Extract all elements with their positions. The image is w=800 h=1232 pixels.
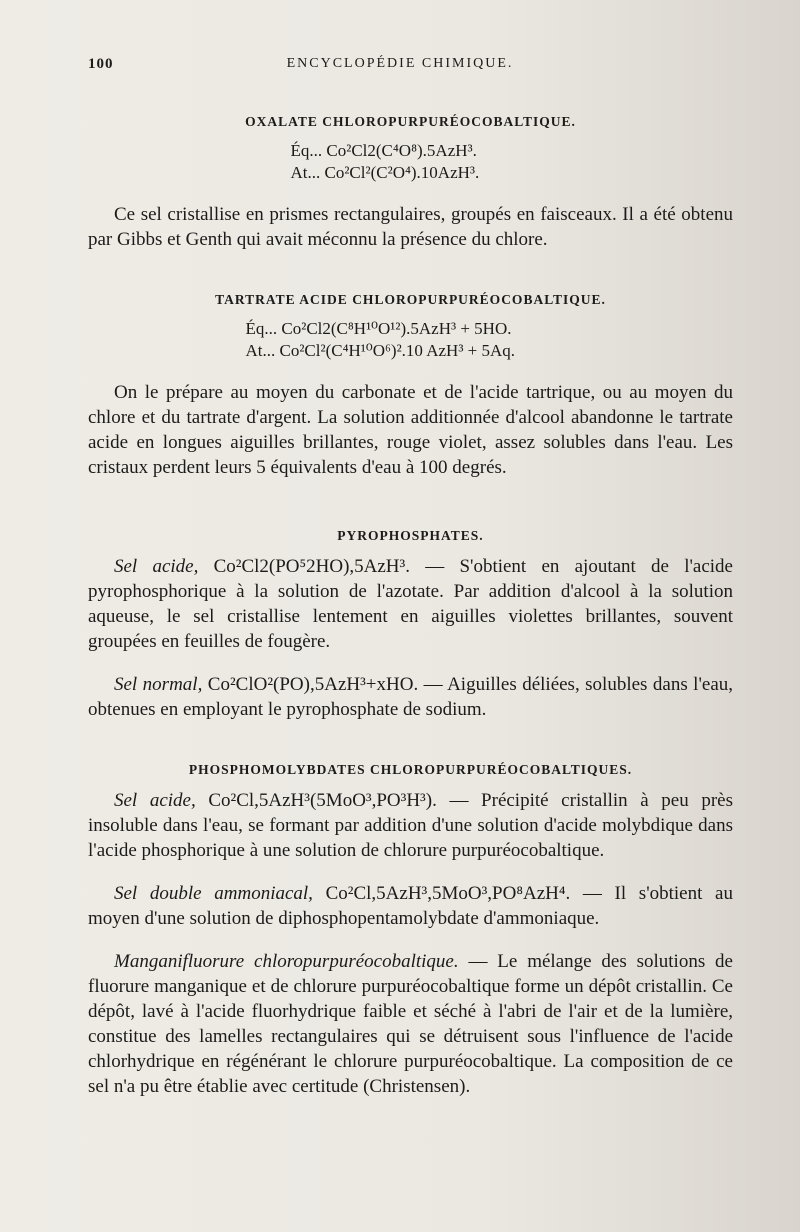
paragraph — [88, 788, 733, 863]
entry-text: Co²Cl,5AzH³,5MoO³,PO⁸AzH⁴. — Il s'obtient au moyen d'une solution de diphosphopentamolybdate d'ammoniaque. — [88, 883, 733, 929]
entry-text: — Le mélange des solutions de fluorure manganique et de chlorure purpuréocobaltique forme un dépôt cristallin. Ce dépôt, lavé à l'acide fluorhydrique faible et séché à l'abri de l'air et de la lumière, constitue des lamelles rectangulaires qui se détruisent sous l'influence de l'acide chlorhydrique en régénérant le chlorure purpuréocobaltique. La composition de ce sel n'a pu être établie avec certitude (Christensen). — [88, 951, 733, 1097]
paragraph — [88, 554, 733, 654]
entry-text: Co²ClO²(PO),5AzH³+xHO. — Aiguilles déliées, solubles dans l'eau, obtenues en employant le pyrophosphate de sodium. — [88, 674, 734, 720]
section-heading-oxalate: OXALATE CHLOROPURPURÉOCOBALTIQUE. — [245, 114, 576, 129]
paragraph: On le prépare au moyen du carbonate et de l'acide tartrique, ou au moyen du chlore et du tartrate d'argent. La solution additionnée d'alcool abandonne le tartrate acide en longues aiguilles brillantes, rouge violet, assez solubles dans l'eau. Les cristaux perdent leurs 5 équivalents d'eau à 100 degrés. — [88, 382, 733, 478]
entry-text: Co²Cl2(PO⁵2HO),5AzH³. — S'obtient en ajoutant de l'acide pyrophosphorique à la solution de l'azotate. Par addition d'alcool à la solution aqueuse, le sel cristallise lentement en aiguilles violettes brillantes, souvent groupées en feuilles de fougère. — [88, 556, 733, 652]
entry-lead: Sel acide, — [114, 556, 199, 577]
section-heading-pyrophosphates: PYROPHOSPHATES. — [337, 528, 484, 543]
page-content — [88, 114, 733, 1117]
paragraph — [88, 881, 733, 931]
equivalent-formula: Éq... Co²Cl2(C⁸H¹⁰O¹²).5AzH³ + 5HO. — [245, 319, 512, 338]
entry-lead: Sel double ammoniacal, — [114, 883, 313, 904]
formula-block — [246, 318, 576, 362]
atomic-formula: At... Co²Cl²(C⁴H¹⁰O⁶)².10 AzH³ + 5Aq. — [245, 341, 516, 360]
equivalent-formula: Éq... Co²Cl2(C⁴O⁸).5AzH³. — [290, 141, 477, 160]
paragraph — [88, 949, 733, 1099]
paragraph — [88, 672, 733, 722]
running-title: ENCYCLOPÉDIE CHIMIQUE. — [286, 56, 514, 71]
section-heading-phosphomolybdates: PHOSPHOMOLYBDATES CHLOROPURPURÉOCOBALTIQUES. — [188, 762, 633, 777]
entry-lead: Sel normal, — [114, 674, 203, 695]
paragraph: Ce sel cristallise en prismes rectangulaires, groupés en faisceaux. Il a été obtenu par Gibbs et Genth qui avait méconnu la présence du chlore. — [88, 204, 733, 250]
formula-block — [291, 140, 531, 184]
entry-lead: Sel acide, — [114, 790, 196, 811]
entry-lead: Manganifluorure chloropurpuréocobaltique. — [114, 951, 459, 972]
section-heading-tartrate: TARTRATE ACIDE CHLOROPURPURÉOCOBALTIQUE. — [215, 292, 606, 307]
atomic-formula: At... Co²Cl²(C²O⁴).10AzH³. — [290, 163, 480, 182]
page-number: 100 — [88, 56, 114, 72]
entry-text: Co²Cl,5AzH³(5MoO³,PO³H³). — Précipité cristallin à peu près insoluble dans l'eau, se formant par addition d'une solution d'acide molybdique dans l'acide phosphorique à une solution de chlorure purpuréocobaltique. — [88, 790, 733, 861]
